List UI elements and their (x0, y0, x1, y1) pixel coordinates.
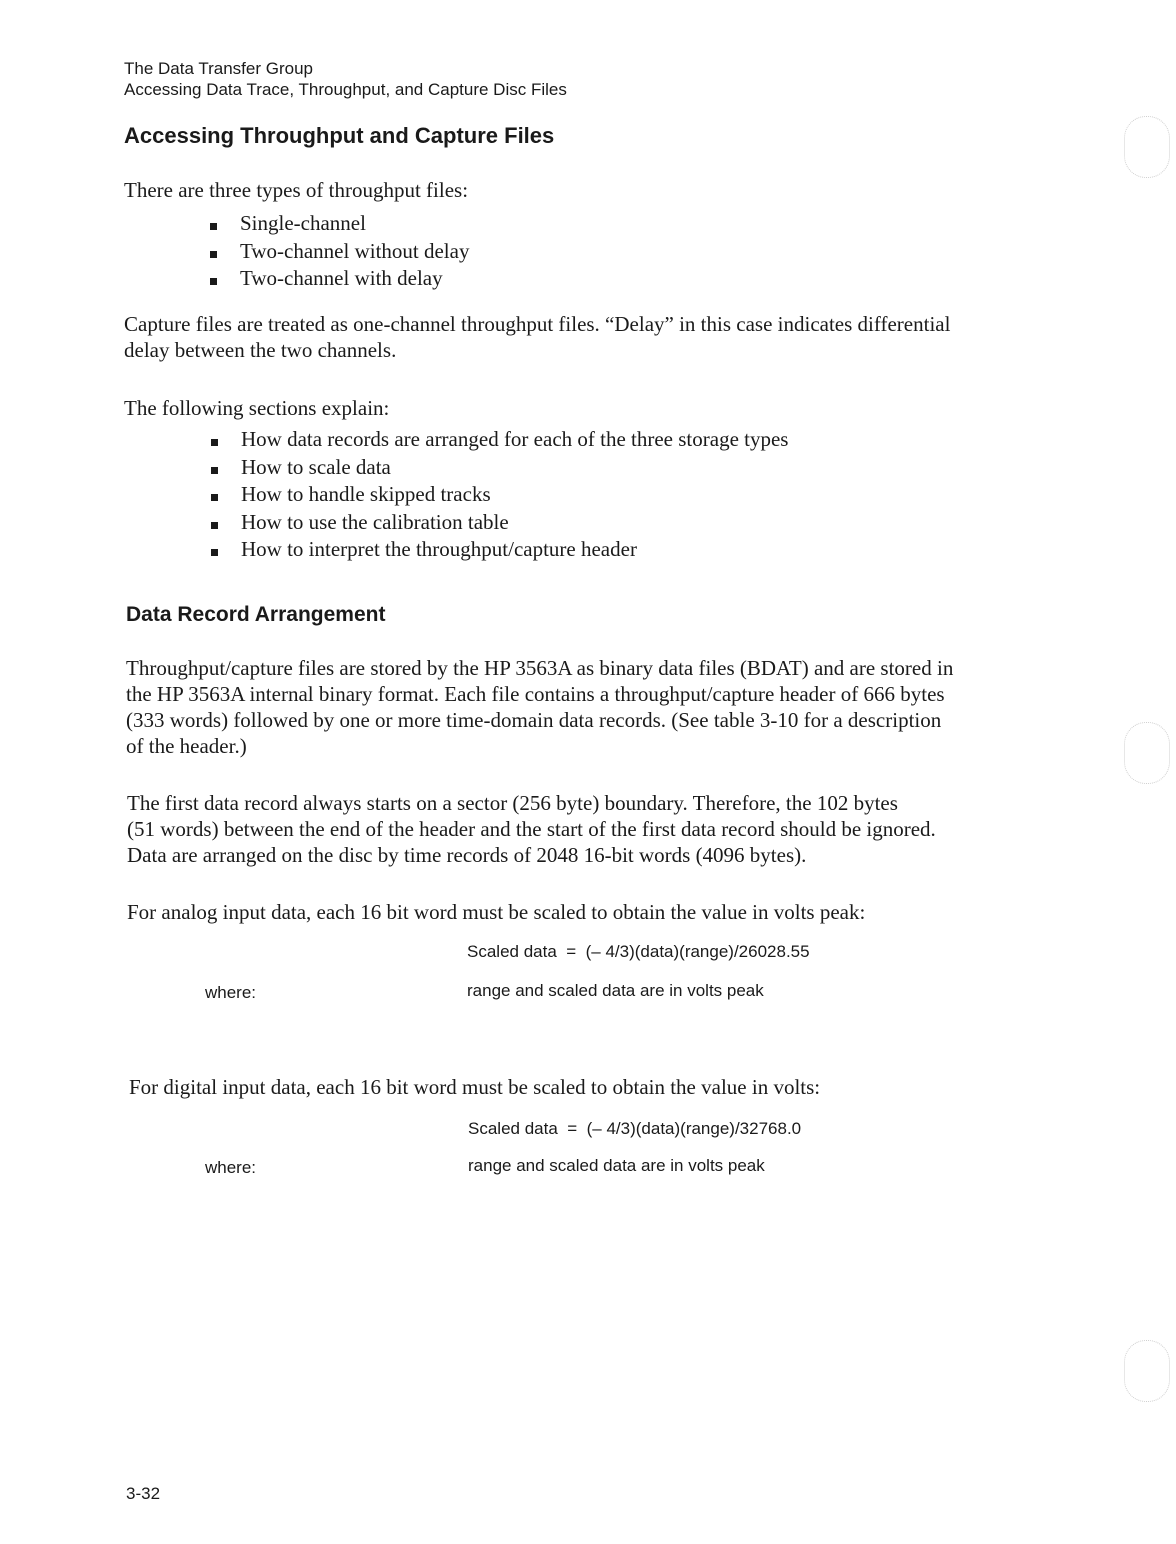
capture-paragraph (124, 311, 950, 363)
analog-intro: For analog input data, each 16 bit word must be scaled to obtain the value in volts peak: (127, 900, 866, 924)
arrangement-paragraph-2 (127, 790, 936, 868)
running-head (124, 58, 567, 100)
punch-hole-bottom (1124, 1340, 1170, 1402)
file-types-list (210, 210, 469, 293)
punch-hole-middle (1124, 722, 1170, 784)
paragraph-line: (333 words) followed by one or more time-domain data records. (See table 3-10 for a description (126, 708, 942, 732)
arrangement-paragraph-1 (126, 655, 953, 759)
paragraph-line: the HP 3563A internal binary format. Each file contains a throughput/capture header of 666 bytes (126, 682, 945, 706)
digital-formula: Scaled data = (– 4/3)(data)(range)/32768.0 (468, 1119, 802, 1138)
following-intro: The following sections explain: (124, 396, 390, 420)
analog-where-text: range and scaled data are in volts peak (467, 981, 764, 1000)
topics-list (211, 426, 788, 564)
page-number: 3-32 (126, 1484, 161, 1503)
list-item: How data records are arranged for each of the three storage types (211, 426, 788, 454)
analog-where-label: where: (205, 983, 257, 1002)
paragraph-line: The first data record always starts on a sector (256 byte) boundary. Therefore, the 102 bytes (127, 791, 898, 815)
file-types-intro: There are three types of throughput files: (124, 178, 469, 202)
punch-hole-top (1124, 116, 1170, 178)
digital-where-label: where: (205, 1158, 257, 1177)
running-head-line-1: The Data Transfer Group (124, 59, 313, 78)
list-item: Two-channel without delay (210, 238, 469, 266)
digital-where-text: range and scaled data are in volts peak (468, 1156, 765, 1175)
capture-line-2: delay between the two channels. (124, 338, 397, 362)
list-item: Single-channel (210, 210, 469, 238)
paragraph-line: (51 words) between the end of the header and the start of the first data record should be ignored. (127, 817, 936, 841)
subsection-title: Data Record Arrangement (126, 603, 386, 626)
paragraph-line: Throughput/capture files are stored by the HP 3563A as binary data files (BDAT) and are stored in (126, 656, 954, 680)
paragraph-line: Data are arranged on the disc by time records of 2048 16-bit words (4096 bytes). (127, 843, 807, 867)
list-item: How to interpret the throughput/capture header (211, 536, 788, 564)
running-head-line-2: Accessing Data Trace, Throughput, and Capture Disc Files (124, 80, 567, 99)
paragraph-line: of the header.) (126, 734, 247, 758)
list-item: Two-channel with delay (210, 265, 469, 293)
digital-intro: For digital input data, each 16 bit word must be scaled to obtain the value in volts: (129, 1075, 821, 1099)
list-item: How to use the calibration table (211, 509, 788, 537)
section-title: Accessing Throughput and Capture Files (124, 123, 555, 148)
list-item: How to handle skipped tracks (211, 481, 788, 509)
list-item: How to scale data (211, 454, 788, 482)
analog-formula: Scaled data = (– 4/3)(data)(range)/26028.55 (467, 942, 810, 961)
capture-line-1: Capture files are treated as one-channel throughput files. “Delay” in this case indicates differential (124, 312, 951, 336)
